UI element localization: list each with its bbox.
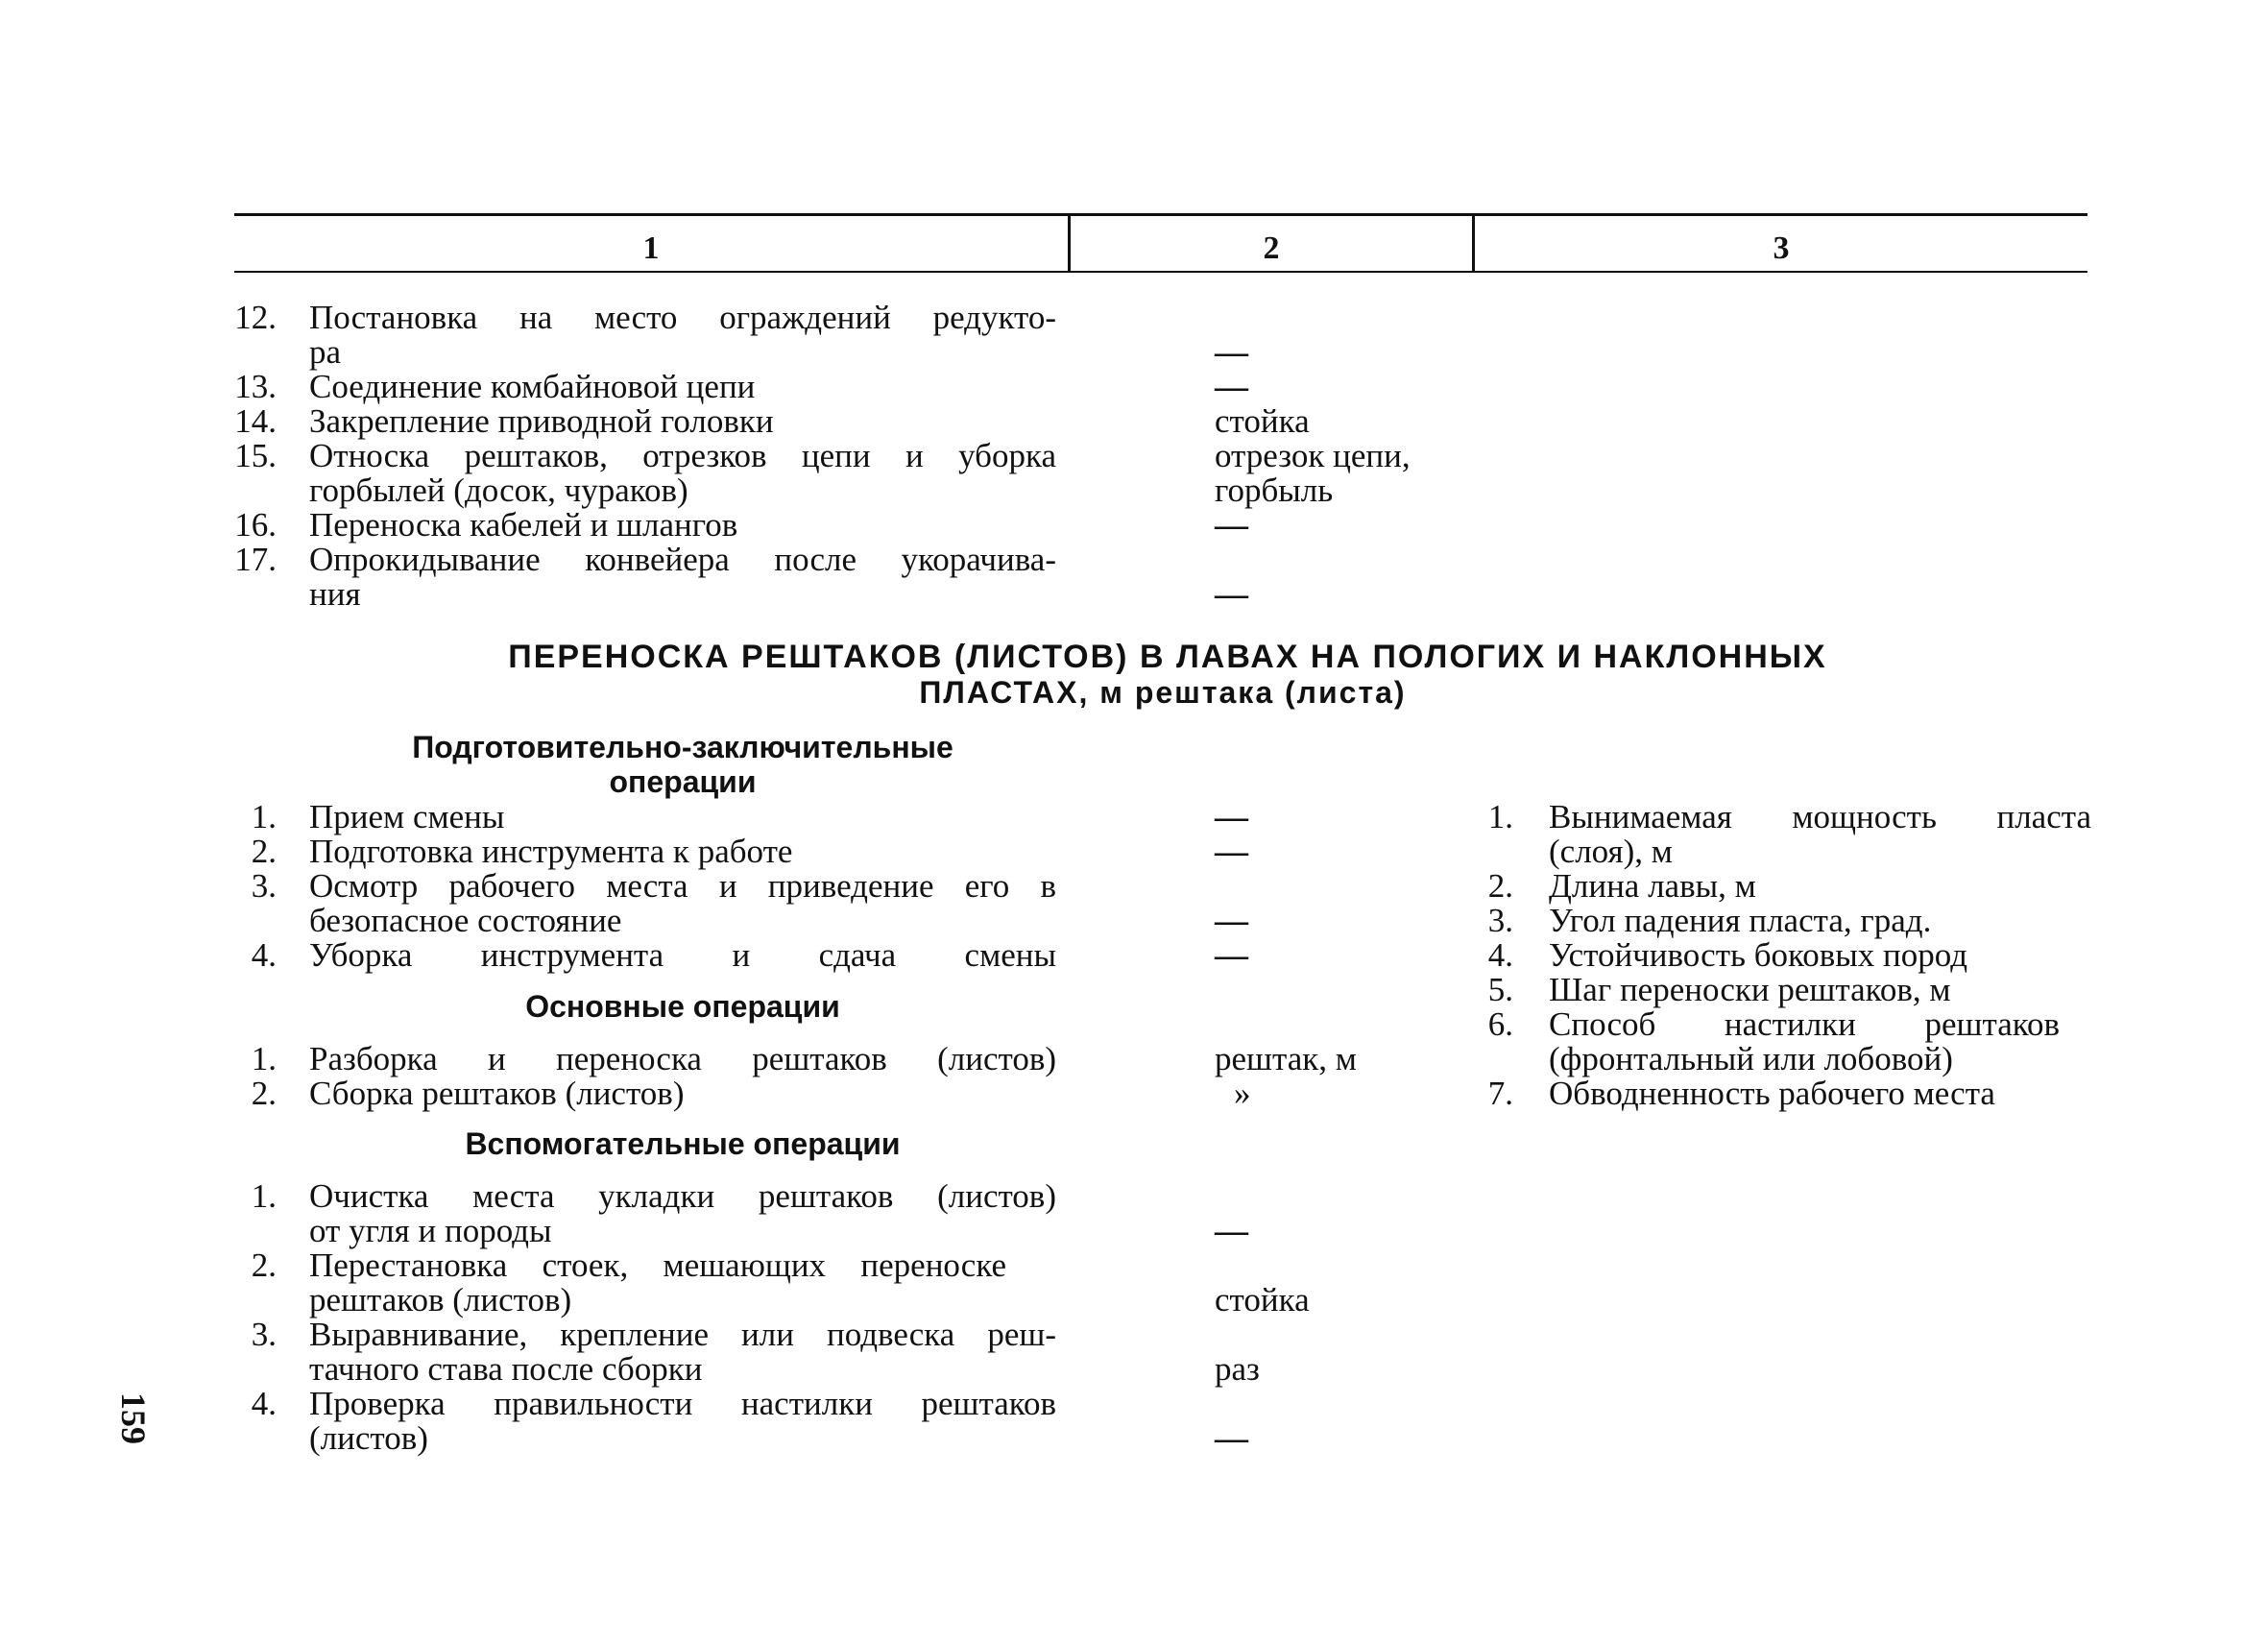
item-number: 6. — [1487, 1005, 1513, 1043]
section-title-line-1: ПЕРЕНОСКА РЕШТАКОВ (ЛИСТОВ) В ЛАВАХ НА ПОЛОГИХ И НАКЛОННЫХ — [508, 639, 1827, 675]
item-text: Закрепление приводной головки — [309, 402, 774, 440]
unit-value: — — [1215, 833, 1248, 870]
column-header-3: 3 — [1773, 230, 1790, 266]
column-header-2: 2 — [1263, 230, 1280, 266]
item-text: ния — [309, 575, 361, 613]
item-number: 3. — [251, 867, 277, 905]
item-number: 1. — [251, 1177, 277, 1215]
item-text: Очистка места укладки рештаков (листов) — [309, 1177, 1056, 1215]
aux-ops-heading: Вспомогательные операции — [465, 1126, 901, 1161]
header-bottom-rule — [234, 271, 2087, 273]
unit-value: — — [1215, 1212, 1248, 1249]
main-ops-heading: Основные операции — [525, 989, 840, 1024]
item-text: Постановка на место ограждений редукто- — [309, 299, 1056, 336]
item-number: 1. — [1487, 798, 1513, 835]
item-number: 13. — [234, 368, 277, 405]
item-text: Обводненность рабочего места — [1549, 1075, 1995, 1112]
item-text: тачного става после сборки — [309, 1350, 703, 1388]
item-text: (листов) — [309, 1419, 428, 1457]
item-text: безопасное состояние — [309, 902, 622, 939]
unit-value: — — [1215, 333, 1248, 371]
item-number: 1. — [251, 1040, 277, 1077]
item-number: 3. — [1487, 902, 1513, 939]
item-number: 17. — [234, 541, 277, 578]
item-text: Относка рештаков, отрезков цепи и уборка — [309, 437, 1056, 474]
item-text: Способ настилки рештаков — [1549, 1005, 2060, 1043]
item-number: 2. — [1487, 867, 1513, 905]
item-number: 4. — [1487, 936, 1513, 974]
item-number: 5. — [1487, 971, 1513, 1008]
item-number: 12. — [234, 299, 277, 336]
item-text: Разборка и переноска рештаков (листов) — [309, 1040, 1056, 1077]
item-number: 4. — [251, 936, 277, 974]
unit-value: горбыль — [1215, 472, 1334, 509]
prep-ops-heading-2: операции — [609, 764, 757, 799]
item-text: Угол падения пласта, град. — [1549, 902, 1932, 939]
section-title-line-2: ПЛАСТАХ, м рештака (листа) — [919, 675, 1407, 710]
unit-value: стойка — [1215, 402, 1310, 440]
item-text: Опрокидывание конвейера после укорачива- — [309, 541, 1056, 578]
item-text: Уборка инструмента и сдача смены — [309, 936, 1056, 974]
item-text: Осмотр рабочего места и приведение его в — [309, 867, 1056, 905]
item-text: Выравнивание, крепление или подвеска реш- — [309, 1316, 1056, 1353]
item-number: 16. — [234, 506, 277, 544]
item-text: (фронтальный или лобовой) — [1549, 1040, 1953, 1077]
item-text: Устойчивость боковых пород — [1549, 936, 1968, 974]
unit-value: стойка — [1215, 1281, 1310, 1318]
unit-value: отрезок цепи, — [1215, 437, 1411, 474]
item-number: 14. — [234, 402, 277, 440]
item-text: рештаков (листов) — [309, 1281, 572, 1318]
unit-value: — — [1215, 1419, 1248, 1457]
item-text: Перестановка стоек, мешающих переноске — [309, 1246, 1006, 1284]
unit-value: » — [1234, 1075, 1251, 1112]
item-text: Подготовка инструмента к работе — [309, 833, 793, 870]
item-text: Прием смены — [309, 798, 505, 835]
unit-value: рештак, м — [1215, 1040, 1357, 1077]
item-text: Вынимаемая мощность пласта — [1549, 798, 2091, 835]
unit-value: — — [1215, 798, 1248, 835]
unit-value: — — [1215, 902, 1248, 939]
item-number: 2. — [251, 833, 277, 870]
item-number: 3. — [251, 1316, 277, 1353]
item-text: Переноска кабелей и шлангов — [309, 506, 738, 544]
column-header-1: 1 — [642, 230, 660, 266]
item-text: Шаг переноски рештаков, м — [1549, 971, 1951, 1008]
item-number: 4. — [251, 1385, 277, 1422]
item-text: Сборка рештаков (листов) — [309, 1075, 685, 1112]
item-text: горбылей (досок, чураков) — [309, 472, 688, 509]
unit-value: раз — [1215, 1350, 1260, 1388]
item-text: ра — [309, 333, 342, 371]
unit-value: — — [1215, 575, 1248, 613]
item-number: 15. — [234, 437, 277, 474]
item-text: Проверка правильности настилки рештаков — [309, 1385, 1056, 1422]
unit-value: — — [1215, 506, 1248, 544]
item-text: от угля и породы — [309, 1212, 552, 1249]
item-number: 2. — [251, 1246, 277, 1284]
item-number: 2. — [251, 1075, 277, 1112]
item-text: (слоя), м — [1549, 833, 1673, 870]
item-number: 1. — [251, 798, 277, 835]
prep-ops-heading: Подготовительно-заключительные — [412, 730, 953, 764]
item-text: Соединение комбайновой цепи — [309, 368, 756, 405]
unit-value: — — [1215, 368, 1248, 405]
item-text: Длина лавы, м — [1549, 867, 1756, 905]
page-number: 159 — [114, 1392, 153, 1444]
unit-value: — — [1215, 936, 1248, 974]
item-number: 7. — [1487, 1075, 1513, 1112]
header-top-rule — [234, 213, 2087, 216]
